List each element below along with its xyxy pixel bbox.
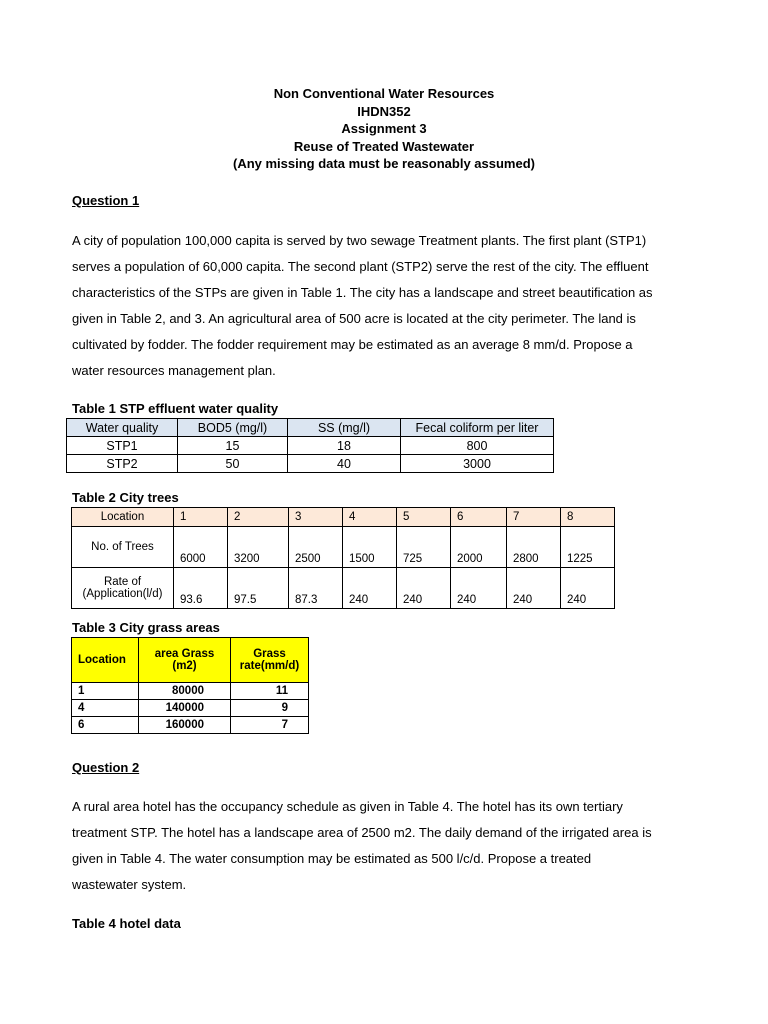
table-row <box>67 455 554 473</box>
header-line: rate(mm/d) <box>239 660 300 672</box>
table-row <box>67 437 554 455</box>
table-cell: 93.6 <box>174 568 228 609</box>
table-row <box>72 700 309 717</box>
table-cell: 15 <box>178 437 288 455</box>
question-2-heading: Question 2 <box>72 760 140 775</box>
table-cell: 3200 <box>228 527 289 568</box>
table-header-cell: 5 <box>397 508 451 527</box>
table-cell: 80000 <box>139 683 231 700</box>
table-header-cell <box>231 638 309 683</box>
table-header-cell: Fecal coliform per liter <box>401 419 554 437</box>
table-cell: 2800 <box>507 527 561 568</box>
table-header-cell: 6 <box>451 508 507 527</box>
paragraph-line: serves a population of 60,000 capita. The second plant (STP2) serve the rest of the city. The effluent <box>72 259 649 274</box>
table-cell: 1500 <box>343 527 397 568</box>
table-cell: 3000 <box>401 455 554 473</box>
row-label <box>72 568 174 609</box>
table-row <box>72 683 309 700</box>
table-header-cell: 8 <box>561 508 615 527</box>
table-cell: 1225 <box>561 527 615 568</box>
table-header-cell: BOD5 (mg/l) <box>178 419 288 437</box>
table-header-cell: 7 <box>507 508 561 527</box>
header-line: Grass <box>253 648 286 660</box>
table-cell: 40 <box>288 455 401 473</box>
paragraph-line: given in Table 4. The water consumption may be estimated as 500 l/c/d. Propose a treated <box>72 851 592 866</box>
table-cell: 97.5 <box>228 568 289 609</box>
table-cell: 18 <box>288 437 401 455</box>
table-cell: STP2 <box>67 455 178 473</box>
paragraph-line: A city of population 100,000 capita is served by two sewage Treatment plants. The first plant (STP1) <box>72 233 647 248</box>
table-cell: 9 <box>231 700 309 717</box>
table-row <box>72 568 615 609</box>
course-title: Non Conventional Water Resources <box>273 86 495 101</box>
table-header-row <box>72 508 615 527</box>
question-1-text <box>72 228 702 384</box>
paragraph-line: treatment STP. The hotel has a landscape area of 2500 m2. The daily demand of the irrigated area is <box>72 825 652 840</box>
table-3-caption: Table 3 City grass areas <box>72 620 220 635</box>
table-1-stp-effluent <box>66 418 554 473</box>
table-3-city-grass <box>71 637 309 734</box>
table-header-row <box>72 638 309 683</box>
table-cell: 800 <box>401 437 554 455</box>
table-header-cell: 1 <box>174 508 228 527</box>
header-line: area Grass <box>154 648 215 660</box>
table-header-row <box>67 419 554 437</box>
table-cell: 6000 <box>174 527 228 568</box>
header-line: (m2) <box>172 660 197 672</box>
table-cell: 6 <box>72 717 139 734</box>
table-4-caption: Table 4 hotel data <box>72 916 181 931</box>
assignment-note: (Any missing data must be reasonably assumed) <box>233 156 535 171</box>
paragraph-line: A rural area hotel has the occupancy schedule as given in Table 4. The hotel has its own tertiary <box>72 799 623 814</box>
paragraph-line: wastewater system. <box>72 877 187 892</box>
paragraph-line: characteristics of the STPs are given in Table 1. The city has a landscape and street beautification as <box>72 285 653 300</box>
assignment-title: Reuse of Treated Wastewater <box>293 138 475 154</box>
table-cell: 240 <box>343 568 397 609</box>
table-header-cell: 3 <box>289 508 343 527</box>
table-row <box>72 527 615 568</box>
table-1-caption: Table 1 STP effluent water quality <box>72 401 279 416</box>
table-2-caption: Table 2 City trees <box>72 490 179 505</box>
table-cell: STP1 <box>67 437 178 455</box>
table-cell: 50 <box>178 455 288 473</box>
table-cell: 2500 <box>289 527 343 568</box>
table-cell: 1 <box>72 683 139 700</box>
table-cell: 11 <box>231 683 309 700</box>
paragraph-line: water resources management plan. <box>72 363 276 378</box>
table-header-cell: SS (mg/l) <box>288 419 401 437</box>
table-cell: 160000 <box>139 717 231 734</box>
table-header-cell: Location <box>72 508 174 527</box>
document-header <box>0 85 768 173</box>
table-cell: 87.3 <box>289 568 343 609</box>
table-header-cell: Location <box>72 638 139 683</box>
table-cell: 240 <box>397 568 451 609</box>
row-label-line: (Application(l/d) <box>82 588 163 600</box>
table-row <box>72 717 309 734</box>
row-label: No. of Trees <box>72 527 174 568</box>
row-label-line: Rate of <box>103 576 142 588</box>
course-code: IHDN352 <box>357 103 411 119</box>
table-2-city-trees <box>71 507 615 609</box>
table-header-cell: 4 <box>343 508 397 527</box>
paragraph-line: cultivated by fodder. The fodder requirement may be estimated as an average 8 mm/d. Propose a <box>72 337 633 352</box>
table-cell: 4 <box>72 700 139 717</box>
table-cell: 2000 <box>451 527 507 568</box>
table-cell: 240 <box>451 568 507 609</box>
table-cell: 240 <box>507 568 561 609</box>
question-1-heading: Question 1 <box>72 193 140 208</box>
table-cell: 725 <box>397 527 451 568</box>
question-2-text <box>72 794 702 898</box>
table-header-cell: 2 <box>228 508 289 527</box>
table-header-cell <box>139 638 231 683</box>
table-header-cell: Water quality <box>67 419 178 437</box>
assignment-number: Assignment 3 <box>341 121 427 136</box>
table-cell: 140000 <box>139 700 231 717</box>
table-cell: 240 <box>561 568 615 609</box>
paragraph-line: given in Table 2, and 3. An agricultural area of 500 acre is located at the city perimeter. The land is <box>72 311 636 326</box>
table-cell: 7 <box>231 717 309 734</box>
